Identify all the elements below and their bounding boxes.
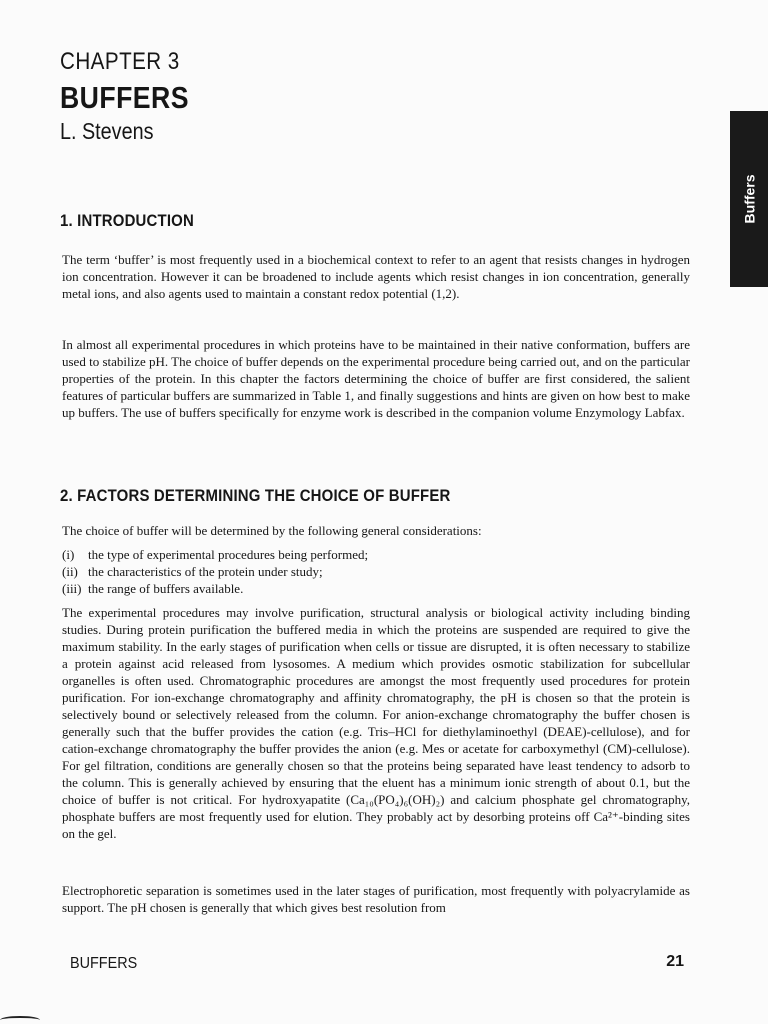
list-item-text: the characteristics of the protein under study; [88, 564, 323, 579]
paragraph-factors-2: Electrophoretic separation is sometimes used in the later stages of purification, most frequently with polyacrylamide as support. The pH chosen is generally that which gives best resolution from [62, 883, 690, 915]
running-title: BUFFERS [70, 955, 138, 972]
list-item-number: (iii) [62, 581, 82, 596]
section-tab-label: Buffers [741, 174, 758, 224]
section-heading-factors: 2. FACTORS DETERMINING THE CHOICE OF BUFFER [60, 486, 451, 505]
paragraph-introduction-1: The term ‘buffer’ is most frequently used in a biochemical context to refer to an agent that resists changes in hydrogen ion concentration. However it can be broadened to include agents which resist changes in ion concentration, generally metal ions, and also agents used to maintain a constant redox potential (1,2). [62, 252, 690, 301]
chapter-title: BUFFERS [60, 80, 189, 115]
paragraph-factors-intro: The choice of buffer will be determined by the following general considerations: [62, 523, 482, 538]
list-item [62, 546, 690, 563]
section-heading-introduction: 1. INTRODUCTION [60, 211, 194, 230]
list-item-text: the type of experimental procedures being performed; [88, 547, 369, 562]
page-number: 21 [666, 953, 684, 970]
author-name: L. Stevens [60, 118, 154, 144]
list-item [62, 563, 690, 580]
list-item-number: (i) [62, 547, 75, 562]
list-item [62, 580, 690, 597]
list-item-text: the range of buffers available. [88, 581, 244, 596]
considerations-list [62, 546, 690, 597]
page-edge-mark [0, 1016, 40, 1024]
paragraph-introduction-2: In almost all experimental procedures in which proteins have to be maintained in their native conformation, buffers are used to stabilize pH. The choice of buffer depends on the experimental procedure being carried out, and on the particular properties of the protein. In this chapter the factors determining the choice of buffer are first considered, the salient features of particular buffers are summarized in Table 1, and finally suggestions and hints are given on how best to make up buffers. The use of buffers specifically for enzyme work is described in the companion volume Enzymology Labfax. [62, 337, 690, 420]
list-item-number: (ii) [62, 564, 78, 579]
section-tab [730, 111, 768, 287]
paragraph-factors-1: The experimental procedures may involve purification, structural analysis or biological activity including binding studies. During protein purification the buffered media in which the proteins are suspended are required to give the maximum stability. In the early stages of purification when cells or tissue are disrupted, it is often necessary to stabilize a protein against acid released from lysosomes. A medium which provides osmotic stabilization for subcellular organelles is often used. Chromatographic procedures are amongst the most frequently used procedures for protein purification. For ion-exchange chromatography and affinity chromatography, the pH is chosen so that the protein is selectively bound or selectively released from the column. For anion-exchange chromatography the buffer chosen is generally such that the buffer provides the cation (e.g. Tris–HCl for diethylaminoethyl (DEAE)-cellulose), and for cation-exchange chromatography the buffer provides the anion (e.g. Mes or acetate for carboxymethyl (CM)-cellulose). For gel filtration, conditions are generally chosen so that the proteins being separated have least tendency to adsorb to the column. This is generally achieved by ensuring that the eluent has a minimum ionic strength of about 0.1, but the choice of buffer is not critical. For hydroxyapatite (Ca₁₀(PO₄)₆(OH)₂) and calcium phosphate gel chromatography, phosphate buffers are most frequently used for elution. They probably act by desorbing proteins off Ca²⁺-binding sites on the gel. [62, 605, 690, 841]
chapter-label: CHAPTER 3 [60, 48, 180, 75]
